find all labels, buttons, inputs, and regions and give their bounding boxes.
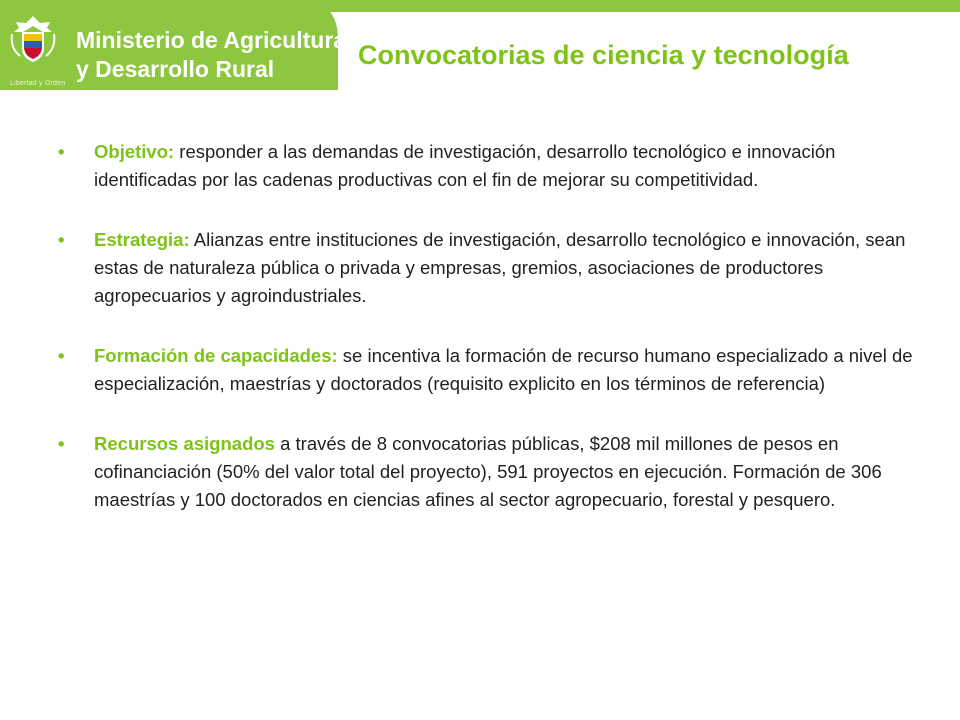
organization-name-line1: Ministerio de Agricultura (76, 27, 347, 53)
bullet-estrategia (58, 226, 938, 310)
bullet-dot-icon: • (58, 229, 65, 250)
bullet-objetivo (58, 138, 938, 194)
bullet-dot-icon: • (58, 433, 65, 454)
bullet-formacion (58, 342, 938, 398)
bullet-text: Alianzas entre instituciones de investigación, desarrollo tecnológico e innovación, sean estas de naturaleza pública o privada y empresas, gremios, asociaciones de productores agropecuarios y agroindustriales. (94, 229, 906, 306)
motto-text: Libertad y Orden (10, 80, 66, 87)
slide-title: Convocatorias de ciencia y tecnología (358, 40, 849, 70)
bullet-text: responder a las demandas de investigación, desarrollo tecnológico e innovación identificadas por las cadenas productivas con el fin de mejorar su competitividad. (94, 141, 836, 190)
bullet-text: a través de 8 convocatorias públicas, $208 mil millones de pesos en cofinanciación (50% del valor total del proyecto), 591 proyectos en ejecución. Formación de 306 maestrías y 100 doctorados en ciencias afines al sector agropecuario, forestal y pesquero. (94, 433, 882, 510)
bullet-label: Objetivo: (94, 141, 175, 162)
bullet-label: Formación de capacidades: (94, 345, 338, 366)
bullet-text: se incentiva la formación de recurso humano especializado a nivel de especialización, maestrías y doctorados (requisito explicito en los términos de referencia) (94, 345, 913, 394)
bullet-dot-icon: • (58, 141, 65, 162)
bullet-list (58, 138, 938, 546)
ministry-logo (10, 14, 347, 90)
organization-name (76, 26, 346, 84)
bullet-dot-icon: • (58, 345, 65, 366)
organization-name-line2: y Desarrollo Rural (76, 56, 275, 82)
coat-of-arms-icon (10, 14, 56, 64)
bullet-label: Recursos asignados (94, 433, 275, 454)
header-band (0, 0, 960, 90)
bullet-label: Estrategia: (94, 229, 190, 250)
bullet-recursos (58, 430, 938, 514)
